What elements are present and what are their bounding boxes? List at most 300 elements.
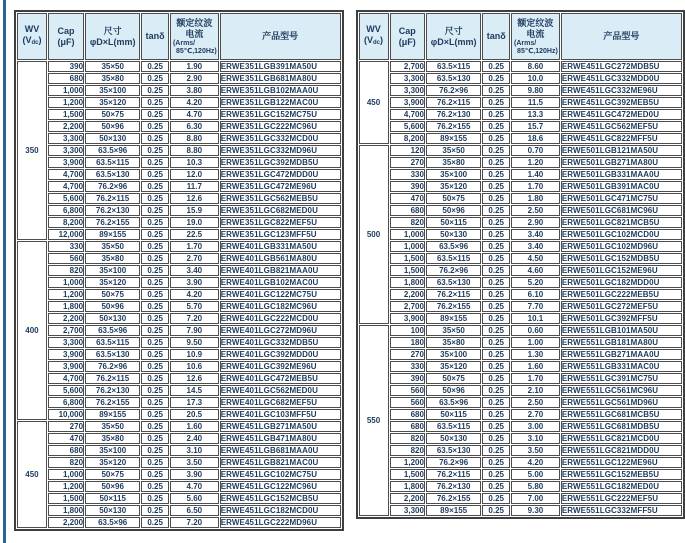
tan-delta-cell: 0.25 — [141, 481, 169, 492]
table-row — [359, 253, 683, 264]
capacitance-cell: 5,600 — [390, 121, 425, 132]
dimensions-cell: 76.2×115 — [85, 193, 140, 204]
part-number-cell: ERWE551LGB181MA80U — [561, 337, 682, 348]
table-row — [17, 325, 341, 336]
table-row — [359, 121, 683, 132]
capacitance-cell: 4,700 — [390, 109, 425, 120]
table-row — [359, 457, 683, 468]
capacitance-cell: 3,900 — [48, 157, 84, 168]
capacitance-cell: 330 — [48, 241, 84, 252]
dimensions-cell: 76.2×115 — [85, 373, 140, 384]
part-number-cell: ERWE401LGB821MAA0U — [220, 265, 341, 276]
col-header-tand: tanδ — [141, 13, 169, 60]
ripple-current-cell: 18.6 — [511, 133, 560, 144]
ripple-current-cell: 13.3 — [511, 109, 560, 120]
tan-delta-cell: 0.25 — [482, 61, 510, 72]
table-row — [359, 397, 683, 408]
dimensions-cell: 50×75 — [85, 109, 140, 120]
ripple-current-cell: 7.90 — [170, 325, 219, 336]
table-row — [17, 289, 341, 300]
ripple-current-cell: 8.60 — [511, 61, 560, 72]
part-number-cell: ERWE551LGC332MFF5U — [561, 505, 682, 516]
dimensions-cell: 76.2×115 — [426, 97, 481, 108]
capacitance-cell: 390 — [48, 61, 84, 72]
dimensions-cell: 35×100 — [85, 265, 140, 276]
ripple-current-cell: 3.80 — [170, 85, 219, 96]
part-number-cell: ERWE451LGC392MEB5U — [561, 97, 682, 108]
capacitance-cell: 1,800 — [390, 277, 425, 288]
capacitance-cell: 4,700 — [48, 169, 84, 180]
ripple-current-cell: 9.80 — [511, 85, 560, 96]
dimensions-cell: 35×100 — [426, 169, 481, 180]
ripple-current-cell: 6.30 — [170, 121, 219, 132]
capacitance-cell: 1,800 — [48, 301, 84, 312]
part-number-cell: ERWE501LGC681MC96U — [561, 205, 682, 216]
table-row — [359, 193, 683, 204]
table-row — [17, 265, 341, 276]
part-number-cell: ERWE451LGC182MCD0U — [220, 505, 341, 516]
ripple-current-cell: 2.90 — [511, 217, 560, 228]
ripple-current-cell: 2.70 — [511, 409, 560, 420]
part-number-cell: ERWE551LGB331MAC0U — [561, 361, 682, 372]
tan-delta-cell: 0.25 — [141, 301, 169, 312]
table-row — [17, 517, 341, 528]
capacitance-cell: 3,900 — [390, 313, 425, 324]
ripple-current-cell: 4.20 — [170, 289, 219, 300]
table-row — [17, 505, 341, 516]
part-number-cell: ERWE351LGB391MA50U — [220, 61, 341, 72]
capacitance-cell: 4,700 — [48, 181, 84, 192]
ripple-current-cell: 22.5 — [170, 229, 219, 240]
voltage-group-cell: 400 — [17, 241, 47, 420]
ripple-current-cell: 2.40 — [170, 433, 219, 444]
dimensions-cell: 89×155 — [426, 133, 481, 144]
capacitance-cell: 1,800 — [48, 505, 84, 516]
capacitance-cell: 330 — [390, 169, 425, 180]
part-number-cell: ERWE501LGC222MEB5U — [561, 289, 682, 300]
col-header-wv: WV $(V_{dc})$ — [359, 13, 389, 60]
capacitance-cell: 390 — [390, 181, 425, 192]
capacitance-cell: 1,200 — [48, 289, 84, 300]
tan-delta-cell: 0.25 — [141, 397, 169, 408]
table-row — [17, 241, 341, 252]
part-number-cell: ERWE501LGC102MD96U — [561, 241, 682, 252]
capacitance-cell: 1,000 — [48, 85, 84, 96]
ripple-current-cell: 10.6 — [170, 361, 219, 372]
table-row — [359, 73, 683, 84]
part-number-cell: ERWE401LGC222MCD0U — [220, 313, 341, 324]
part-number-cell: ERWE451LGC122MC96U — [220, 481, 341, 492]
table-row — [17, 301, 341, 312]
col-header-size: 尺寸 φD×L(mm) — [426, 13, 481, 60]
part-number-cell: ERWE351LGC392MDB5U — [220, 157, 341, 168]
tan-delta-cell: 0.25 — [482, 133, 510, 144]
ripple-current-cell: 1.30 — [511, 349, 560, 360]
dimensions-cell: 50×96 — [85, 121, 140, 132]
capacitance-cell: 120 — [390, 145, 425, 156]
ripple-current-cell: 1.40 — [511, 169, 560, 180]
table-row — [17, 445, 341, 456]
part-number-cell: ERWE351LGB681MA80U — [220, 73, 341, 84]
capacitance-cell: 560 — [390, 385, 425, 396]
ripple-current-cell: 6.10 — [511, 289, 560, 300]
dimensions-cell: 89×155 — [426, 505, 481, 516]
tan-delta-cell: 0.25 — [141, 421, 169, 432]
dimensions-cell: 50×96 — [426, 205, 481, 216]
capacitance-cell: 1,000 — [48, 469, 84, 480]
tan-delta-cell: 0.25 — [141, 361, 169, 372]
tan-delta-cell: 0.25 — [482, 217, 510, 228]
capacitance-cell: 270 — [48, 421, 84, 432]
tan-delta-cell: 0.25 — [141, 121, 169, 132]
dimensions-cell: 63.5×115 — [85, 337, 140, 348]
ripple-current-cell: 1.80 — [511, 193, 560, 204]
table-row — [359, 421, 683, 432]
ripple-current-cell: 5.80 — [511, 481, 560, 492]
ripple-current-cell: 1.00 — [511, 337, 560, 348]
ripple-current-cell: 14.5 — [170, 385, 219, 396]
dimensions-cell: 76.2×155 — [426, 493, 481, 504]
tan-delta-cell: 0.25 — [482, 313, 510, 324]
tan-delta-cell: 0.25 — [482, 85, 510, 96]
capacitance-cell: 2,200 — [48, 517, 84, 528]
table-row — [17, 469, 341, 480]
tan-delta-cell: 0.25 — [141, 109, 169, 120]
table-row — [17, 157, 341, 168]
tan-delta-cell: 0.25 — [482, 481, 510, 492]
table-row — [17, 433, 341, 444]
ripple-current-cell: 4.50 — [511, 253, 560, 264]
ripple-current-cell: 1.60 — [511, 361, 560, 372]
ripple-current-cell: 3.50 — [511, 445, 560, 456]
capacitance-cell: 3,300 — [48, 337, 84, 348]
capacitance-cell: 560 — [390, 397, 425, 408]
capacitance-cell: 2,700 — [390, 301, 425, 312]
table-row — [359, 277, 683, 288]
table-row — [359, 85, 683, 96]
ripple-current-cell: 5.70 — [170, 301, 219, 312]
dimensions-cell: 35×100 — [85, 445, 140, 456]
ripple-current-cell: 12.6 — [170, 373, 219, 384]
tan-delta-cell: 0.25 — [141, 457, 169, 468]
ripple-current-cell: 10.1 — [511, 313, 560, 324]
capacitance-cell: 1,500 — [48, 109, 84, 120]
dimensions-cell: 63.5×130 — [85, 169, 140, 180]
tan-delta-cell: 0.25 — [482, 121, 510, 132]
tan-delta-cell: 0.25 — [141, 97, 169, 108]
table-row — [359, 301, 683, 312]
dimensions-cell: 50×130 — [426, 229, 481, 240]
table-row — [17, 109, 341, 120]
tan-delta-cell: 0.25 — [482, 397, 510, 408]
table-row — [17, 133, 341, 144]
ripple-current-cell: 7.20 — [170, 517, 219, 528]
table-row — [359, 229, 683, 240]
part-number-cell: ERWE351LGC123MFF5U — [220, 229, 341, 240]
tan-delta-cell: 0.25 — [141, 205, 169, 216]
dimensions-cell: 76.2×130 — [85, 385, 140, 396]
dimensions-cell: 76.2×96 — [426, 457, 481, 468]
capacitance-cell: 3,900 — [48, 361, 84, 372]
part-number-cell: ERWE551LGC182MED0U — [561, 481, 682, 492]
ripple-current-cell: 1.70 — [170, 241, 219, 252]
spec-table-right — [356, 10, 685, 519]
part-number-cell: ERWE501LGC152MDB5U — [561, 253, 682, 264]
tan-delta-cell: 0.25 — [141, 433, 169, 444]
dimensions-cell: 50×75 — [426, 373, 481, 384]
capacitance-cell: 3,300 — [390, 85, 425, 96]
dimensions-cell: 50×115 — [85, 493, 140, 504]
col-header-model: 产品型号 — [220, 13, 341, 60]
capacitance-cell: 390 — [390, 373, 425, 384]
part-number-cell: ERWE401LGB102MAC0U — [220, 277, 341, 288]
table-row — [17, 421, 341, 432]
tan-delta-cell: 0.25 — [482, 265, 510, 276]
table-row — [359, 433, 683, 444]
tan-delta-cell: 0.25 — [141, 181, 169, 192]
table-row — [17, 481, 341, 492]
dimensions-cell: 35×120 — [85, 277, 140, 288]
capacitance-cell: 3,300 — [390, 505, 425, 516]
ripple-current-cell: 15.7 — [511, 121, 560, 132]
table-body-left — [17, 61, 341, 528]
ripple-current-cell: 5.20 — [511, 277, 560, 288]
ripple-current-cell: 7.20 — [170, 313, 219, 324]
ripple-current-cell: 0.60 — [511, 325, 560, 336]
capacitance-cell: 5,600 — [48, 385, 84, 396]
part-number-cell: ERWE351LGC332MCD0U — [220, 133, 341, 144]
dimensions-cell: 35×50 — [426, 325, 481, 336]
ripple-current-cell: 8.80 — [170, 133, 219, 144]
part-number-cell: ERWE551LGC821MCD0U — [561, 433, 682, 444]
dimensions-cell: 76.2×115 — [426, 469, 481, 480]
part-number-cell: ERWE451LGC272MDB5U — [561, 61, 682, 72]
tan-delta-cell: 0.25 — [141, 337, 169, 348]
tan-delta-cell: 0.25 — [482, 97, 510, 108]
tan-delta-cell: 0.25 — [482, 445, 510, 456]
table-row — [359, 145, 683, 156]
dimensions-cell: 35×80 — [85, 433, 140, 444]
capacitance-cell: 2,200 — [48, 121, 84, 132]
tan-delta-cell: 0.25 — [482, 361, 510, 372]
tan-delta-cell: 0.25 — [482, 457, 510, 468]
dimensions-cell: 76.2×96 — [85, 181, 140, 192]
capacitance-cell: 680 — [390, 205, 425, 216]
capacitance-cell: 3,300 — [390, 73, 425, 84]
capacitance-cell: 1,800 — [390, 481, 425, 492]
capacitance-cell: 12,000 — [48, 229, 84, 240]
table-row — [17, 121, 341, 132]
table-row — [359, 373, 683, 384]
dimensions-cell: 76.2×155 — [85, 397, 140, 408]
part-number-cell: ERWE451LGC472MED0U — [561, 109, 682, 120]
capacitance-cell: 2,200 — [48, 313, 84, 324]
ripple-current-cell: 19.0 — [170, 217, 219, 228]
table-row — [359, 337, 683, 348]
col-header-cap: Cap (μF) — [48, 13, 84, 60]
table-row — [359, 217, 683, 228]
dimensions-cell: 76.2×96 — [426, 85, 481, 96]
part-number-cell: ERWE401LGC392MDD0U — [220, 349, 341, 360]
table-row — [17, 217, 341, 228]
ripple-current-cell: 11.7 — [170, 181, 219, 192]
dimensions-cell: 63.5×115 — [426, 421, 481, 432]
table-row — [359, 109, 683, 120]
tan-delta-cell: 0.25 — [141, 229, 169, 240]
tan-delta-cell: 0.25 — [482, 157, 510, 168]
part-number-cell: ERWE351LGC472ME96U — [220, 181, 341, 192]
part-number-cell: ERWE501LGC182MDD0U — [561, 277, 682, 288]
capacitance-cell: 1,200 — [48, 97, 84, 108]
capacitance-cell: 8,200 — [48, 217, 84, 228]
dimensions-cell: 89×155 — [85, 409, 140, 420]
table-row — [17, 397, 341, 408]
capacitance-cell: 470 — [390, 193, 425, 204]
dimensions-cell: 35×120 — [426, 181, 481, 192]
dimensions-cell: 50×130 — [85, 133, 140, 144]
tan-delta-cell: 0.25 — [141, 373, 169, 384]
part-number-cell: ERWE351LGC472MDD0U — [220, 169, 341, 180]
dimensions-cell: 35×80 — [426, 157, 481, 168]
tan-delta-cell: 0.25 — [141, 193, 169, 204]
tan-delta-cell: 0.25 — [482, 277, 510, 288]
capacitance-cell: 8,200 — [390, 133, 425, 144]
capacitance-cell: 10,000 — [48, 409, 84, 420]
part-number-cell: ERWE501LGB391MAC0U — [561, 181, 682, 192]
table-row — [17, 457, 341, 468]
dimensions-cell: 35×50 — [85, 421, 140, 432]
table-row — [17, 61, 341, 72]
dimensions-cell: 50×130 — [85, 313, 140, 324]
ripple-current-cell: 4.20 — [511, 457, 560, 468]
ripple-current-cell: 3.40 — [511, 229, 560, 240]
table-row — [17, 337, 341, 348]
dimensions-cell: 50×75 — [426, 193, 481, 204]
part-number-cell: ERWE501LGC102MCD0U — [561, 229, 682, 240]
part-number-cell: ERWE351LGB122MAC0U — [220, 97, 341, 108]
capacitance-cell: 820 — [48, 457, 84, 468]
ripple-current-cell: 2.10 — [511, 385, 560, 396]
tan-delta-cell: 0.25 — [482, 493, 510, 504]
dimensions-cell: 63.5×96 — [85, 325, 140, 336]
tan-delta-cell: 0.25 — [482, 193, 510, 204]
tan-delta-cell: 0.25 — [482, 253, 510, 264]
dimensions-cell: 35×100 — [85, 85, 140, 96]
tan-delta-cell: 0.25 — [482, 301, 510, 312]
ripple-current-cell: 6.50 — [170, 505, 219, 516]
table-row — [17, 349, 341, 360]
ripple-current-cell: 12.6 — [170, 193, 219, 204]
voltage-group-cell: 550 — [359, 325, 389, 516]
capacitance-cell: 680 — [390, 409, 425, 420]
table-row — [359, 169, 683, 180]
table-row — [17, 181, 341, 192]
tan-delta-cell: 0.25 — [141, 253, 169, 264]
dimensions-cell: 50×96 — [426, 385, 481, 396]
tan-delta-cell: 0.25 — [141, 493, 169, 504]
table-row — [359, 157, 683, 168]
tan-delta-cell: 0.25 — [482, 73, 510, 84]
ripple-current-cell: 3.10 — [511, 433, 560, 444]
dimensions-cell: 50×75 — [85, 469, 140, 480]
dimensions-cell: 63.5×115 — [426, 253, 481, 264]
ripple-current-cell: 1.70 — [511, 373, 560, 384]
tan-delta-cell: 0.25 — [482, 505, 510, 516]
dimensions-cell: 76.2×130 — [426, 481, 481, 492]
part-number-cell: ERWE351LGC152MC75U — [220, 109, 341, 120]
ripple-current-cell: 5.60 — [170, 493, 219, 504]
table-row — [359, 493, 683, 504]
capacitance-cell: 1,500 — [48, 493, 84, 504]
col-header-model: 产品型号 — [561, 13, 682, 60]
table-row — [359, 325, 683, 336]
dimensions-cell: 50×115 — [426, 409, 481, 420]
tan-delta-cell: 0.25 — [141, 133, 169, 144]
capacitance-cell: 680 — [48, 73, 84, 84]
dimensions-cell: 76.2×115 — [426, 289, 481, 300]
capacitance-cell: 560 — [48, 253, 84, 264]
dimensions-cell: 50×75 — [85, 289, 140, 300]
table-row — [359, 445, 683, 456]
part-number-cell: ERWE551LGC561MC96U — [561, 385, 682, 396]
tan-delta-cell: 0.25 — [141, 349, 169, 360]
table-row — [17, 73, 341, 84]
tan-delta-cell: 0.25 — [141, 241, 169, 252]
part-number-cell: ERWE401LGC562MED0U — [220, 385, 341, 396]
part-number-cell: ERWE451LGC822MFF5U — [561, 133, 682, 144]
ripple-current-cell: 9.50 — [170, 337, 219, 348]
voltage-group-cell: 450 — [359, 61, 389, 144]
part-number-cell: ERWE551LGC391MC75U — [561, 373, 682, 384]
capacitance-cell: 2,700 — [390, 61, 425, 72]
part-number-cell: ERWE551LGC821MDD0U — [561, 445, 682, 456]
ripple-current-cell: 3.50 — [170, 457, 219, 468]
ripple-current-cell: 2.70 — [170, 253, 219, 264]
capacitance-cell: 2,700 — [48, 325, 84, 336]
dimensions-cell: 76.2×155 — [426, 121, 481, 132]
ripple-current-cell: 3.40 — [170, 265, 219, 276]
tan-delta-cell: 0.25 — [482, 373, 510, 384]
dimensions-cell: 35×50 — [85, 241, 140, 252]
table-row — [359, 349, 683, 360]
table-row — [359, 181, 683, 192]
ripple-current-cell: 9.30 — [511, 505, 560, 516]
dimensions-cell: 89×155 — [85, 229, 140, 240]
ripple-current-cell: 12.0 — [170, 169, 219, 180]
tan-delta-cell: 0.25 — [482, 421, 510, 432]
part-number-cell: ERWE551LGC681MDB5U — [561, 421, 682, 432]
dimensions-cell: 50×96 — [85, 301, 140, 312]
dimensions-cell: 76.2×96 — [426, 265, 481, 276]
tan-delta-cell: 0.25 — [482, 385, 510, 396]
part-number-cell: ERWE351LGB102MAA0U — [220, 85, 341, 96]
dimensions-cell: 50×96 — [85, 481, 140, 492]
capacitance-cell: 680 — [48, 445, 84, 456]
ripple-current-cell: 17.3 — [170, 397, 219, 408]
dimensions-cell: 63.5×115 — [85, 157, 140, 168]
part-number-cell: ERWE551LGC681MCB5U — [561, 409, 682, 420]
part-number-cell: ERWE401LGC392ME96U — [220, 361, 341, 372]
part-number-cell: ERWE351LGC822MEF5U — [220, 217, 341, 228]
table-row — [359, 409, 683, 420]
part-number-cell: ERWE401LGB561MA80U — [220, 253, 341, 264]
table-body-right — [359, 61, 683, 516]
dimensions-cell: 76.2×130 — [426, 109, 481, 120]
part-number-cell: ERWE551LGB101MA50U — [561, 325, 682, 336]
table-row — [17, 145, 341, 156]
capacitance-cell: 1,000 — [390, 241, 425, 252]
table-row — [359, 97, 683, 108]
